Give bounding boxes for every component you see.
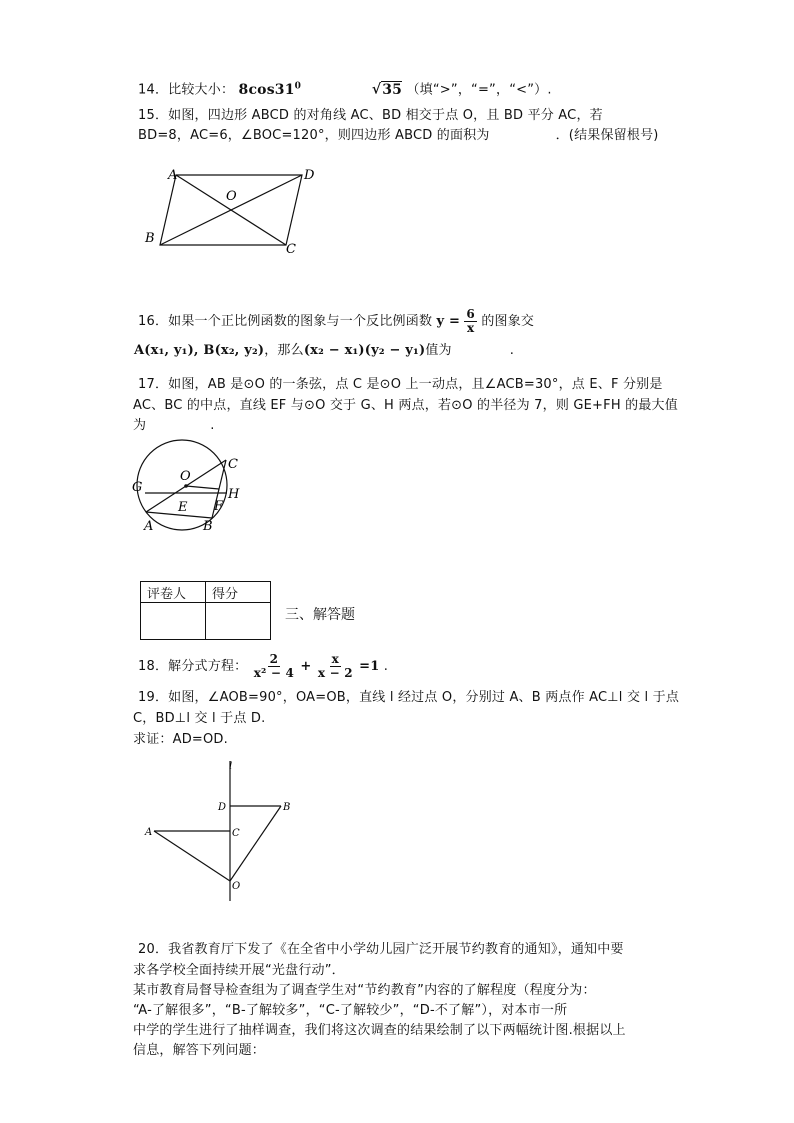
label-o: O	[226, 189, 237, 204]
q16-line1	[138, 302, 534, 342]
label-c: C	[286, 242, 296, 257]
q17-line3	[133, 416, 215, 436]
segment-ef	[186, 486, 219, 489]
label-b: B	[145, 231, 155, 246]
label-e: E	[178, 500, 188, 515]
circle-o	[137, 440, 227, 530]
q16-fraction-6-over-x: $\frac{6}{x}$	[466, 307, 475, 335]
q16-points: A(x₁, y₁), B(x₂, y₂)	[134, 343, 265, 358]
q15-line2	[138, 126, 659, 146]
q14-number: 14．比较大小：	[138, 82, 235, 98]
score-table-reviewer-header: 评卷人	[141, 582, 206, 603]
q16-end: .	[509, 343, 515, 358]
q16-function-lhs: y =	[436, 314, 461, 329]
label-d: D	[304, 168, 315, 183]
label-b: B	[283, 802, 291, 813]
label-h: H	[228, 487, 240, 502]
q18-fraction-2: $\frac{x}{x - 2}$	[317, 652, 353, 680]
label-a: A	[168, 168, 178, 183]
q16-line1-text: 16．如果一个正比例函数的图象与一个反比例函数	[138, 314, 433, 329]
q14-sqrt-35: √35	[371, 81, 403, 98]
center-point-o	[184, 484, 188, 488]
q20-line1: 20．我省教育厅下发了《在全省中小学幼儿园广泛开展节约教育的通知》，通知中要	[138, 942, 624, 957]
label-l: l	[229, 761, 233, 772]
q17-line3-text: 为	[133, 418, 147, 433]
label-f: F	[214, 499, 224, 514]
q18-label: 18．解分式方程：	[138, 659, 248, 674]
segment-bo	[230, 806, 281, 881]
label-b: B	[203, 519, 213, 534]
score-table	[140, 581, 271, 640]
diagonal-bd	[160, 175, 302, 245]
q16-tail: 值为	[425, 343, 452, 358]
q17-line2: AC、BC 的中点，直线 EF 与⊙O 交于 G、H 两点，若⊙O 的半径为 7，则 GE+FH 的最大值	[133, 398, 678, 413]
score-table-score-header: 得分	[206, 582, 271, 603]
label-o: O	[232, 881, 241, 892]
q17-line1: 17．如图，AB 是⊙O 的一条弦，点 C 是⊙O 上一动点，且∠ACB=30°，点 E、F 分别是	[138, 377, 663, 392]
question-18	[138, 648, 388, 686]
q16-expression: (x₂ − x₁)(y₂ − y₁)	[303, 343, 426, 358]
label-a: A	[144, 519, 154, 534]
score-table-score-cell	[206, 603, 271, 640]
q14-left-expression: $8\cos 31^0$	[238, 81, 302, 98]
q17-line3-end: .	[210, 418, 215, 433]
q15-line1: 15．如图，四边形 ABCD 的对角线 AC、BD 相交于点 O，且 BD 平分 AC，若	[138, 108, 603, 123]
q15-line2-tail: ．(结果保留根号)	[555, 128, 659, 143]
q16-line2	[134, 341, 514, 361]
q20-line3: 某市教育局督导检查组为了调查学生对“节约教育”内容的了解程度（程度分为：	[133, 983, 596, 998]
q20-line2: 求各学校全面持续开展“光盘行动”．	[133, 963, 345, 978]
q19-line2: C，BD⊥l 交 l 于点 D.	[133, 711, 266, 726]
q14-tail: （填“>”，“=”，“<”）.	[406, 82, 552, 98]
q16-mid-text: ，那么	[264, 343, 304, 358]
label-o: O	[180, 469, 191, 484]
q18-fraction-1: $\frac{2}{\text{x² − 4}}$	[253, 652, 295, 680]
label-c: C	[232, 828, 240, 839]
label-c: C	[228, 457, 238, 472]
q15-line2-text: BD=8，AC=6，∠BOC=120°，则四边形 ABCD 的面积为	[138, 128, 490, 143]
q19-line1: 19．如图，∠AOB=90°，OA=OB，直线 l 经过点 O，分别过 A、B 两点作 AC⊥l 交 l 于点	[138, 690, 680, 705]
segment-ao	[154, 831, 230, 881]
q20-line6: 信息，解答下列问题：	[133, 1043, 266, 1058]
q20-line4: “A-了解很多”，“B-了解较多”，“C-了解较少”，“D-不了解”），对本市一所	[133, 1003, 568, 1018]
q15-parallelogram-figure	[135, 160, 320, 260]
q16-line1-tail: 的图象交	[481, 314, 535, 329]
q18-rhs: =1	[359, 659, 380, 674]
section-heading: 三、解答题	[285, 607, 355, 623]
label-d: D	[218, 802, 227, 813]
question-14	[138, 76, 552, 101]
q19-figure	[140, 756, 300, 906]
q18-end: .	[383, 659, 389, 674]
q17-circle-figure	[130, 438, 250, 538]
label-a: A	[145, 827, 153, 838]
score-table-reviewer-cell	[141, 603, 206, 640]
q18-plus: +	[300, 659, 312, 674]
label-g: G	[132, 480, 143, 495]
q19-line3: 求证：AD=OD.	[133, 732, 228, 747]
q20-line5: 中学的学生进行了抽样调查，我们将这次调查的结果绘制了以下两幅统计图.根据以上	[133, 1023, 626, 1038]
